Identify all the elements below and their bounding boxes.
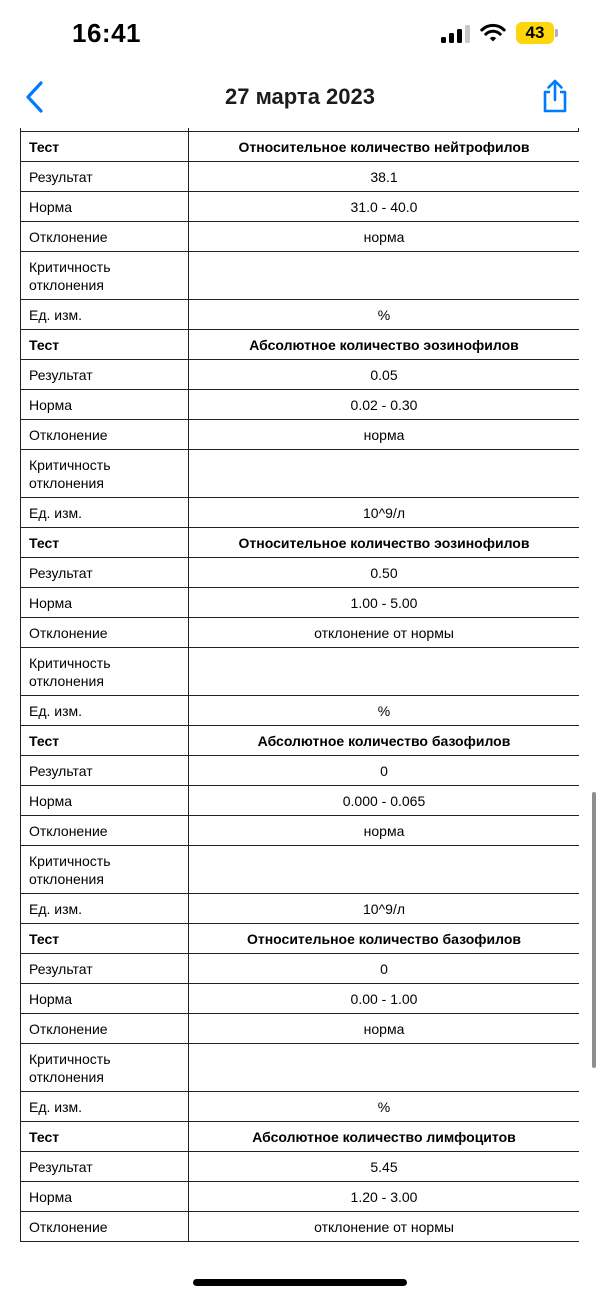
- result-value: 38.1: [189, 162, 580, 192]
- deviation-row: [21, 618, 580, 648]
- result-value: 5.45: [189, 1152, 580, 1182]
- test-name-value: Абсолютное количество лимфоцитов: [189, 1122, 580, 1152]
- test-name-row: [21, 1122, 580, 1152]
- result-label: Результат: [21, 1152, 189, 1182]
- criticality-row: [21, 846, 580, 894]
- result-value: 0.05: [189, 360, 580, 390]
- norm-value: 0.000 - 0.065: [189, 786, 580, 816]
- test-name-value: Абсолютное количество базофилов: [189, 726, 580, 756]
- norm-row: [21, 588, 580, 618]
- results-table: [20, 131, 579, 1242]
- deviation-value: норма: [189, 1014, 580, 1044]
- result-label: Результат: [21, 756, 189, 786]
- deviation-label: Отклонение: [21, 222, 189, 252]
- test-name-row: [21, 528, 580, 558]
- share-icon[interactable]: [540, 78, 570, 114]
- norm-row: [21, 390, 580, 420]
- result-value: 0: [189, 954, 580, 984]
- deviation-row: [21, 816, 580, 846]
- deviation-row: [21, 420, 580, 450]
- deviation-value: отклонение от нормы: [189, 1212, 580, 1242]
- result-row: [21, 954, 580, 984]
- test-name-label: Тест: [21, 924, 189, 954]
- test-name-label: Тест: [21, 726, 189, 756]
- norm-row: [21, 786, 580, 816]
- criticality-value: [189, 252, 580, 300]
- unit-value: 10^9/л: [189, 498, 580, 528]
- criticality-value: [189, 450, 580, 498]
- unit-label: Ед. изм.: [21, 894, 189, 924]
- norm-value: 31.0 - 40.0: [189, 192, 580, 222]
- deviation-value: отклонение от нормы: [189, 618, 580, 648]
- test-name-row: [21, 924, 580, 954]
- unit-row: [21, 696, 580, 726]
- test-name-row: [21, 132, 580, 162]
- status-time: 16:41: [72, 18, 141, 48]
- home-indicator[interactable]: [193, 1279, 407, 1286]
- unit-row: [21, 1092, 580, 1122]
- deviation-value: норма: [189, 222, 580, 252]
- norm-label: Норма: [21, 984, 189, 1014]
- test-name-value: Относительное количество базофилов: [189, 924, 580, 954]
- criticality-value: [189, 648, 580, 696]
- norm-value: 1.20 - 3.00: [189, 1182, 580, 1212]
- result-value: 0.50: [189, 558, 580, 588]
- unit-label: Ед. изм.: [21, 1092, 189, 1122]
- criticality-row: [21, 450, 580, 498]
- battery-icon: [516, 22, 554, 44]
- cellular-signal-icon: [441, 23, 470, 43]
- norm-value: 0.00 - 1.00: [189, 984, 580, 1014]
- norm-label: Норма: [21, 192, 189, 222]
- unit-row: [21, 498, 580, 528]
- result-label: Результат: [21, 162, 189, 192]
- criticality-label: Критичность отклонения: [21, 846, 189, 894]
- criticality-row: [21, 648, 580, 696]
- criticality-value: [189, 1044, 580, 1092]
- unit-value: %: [189, 1092, 580, 1122]
- result-row: [21, 360, 580, 390]
- unit-value: %: [189, 696, 580, 726]
- deviation-row: [21, 222, 580, 252]
- criticality-label: Критичность отклонения: [21, 252, 189, 300]
- test-name-value: Относительное количество эозинофилов: [189, 528, 580, 558]
- deviation-label: Отклонение: [21, 420, 189, 450]
- criticality-label: Критичность отклонения: [21, 1044, 189, 1092]
- norm-row: [21, 984, 580, 1014]
- unit-row: [21, 300, 580, 330]
- deviation-row: [21, 1014, 580, 1044]
- norm-label: Норма: [21, 588, 189, 618]
- deviation-label: Отклонение: [21, 618, 189, 648]
- test-name-value: Абсолютное количество эозинофилов: [189, 330, 580, 360]
- deviation-label: Отклонение: [21, 1212, 189, 1242]
- unit-row: [21, 894, 580, 924]
- test-name-label: Тест: [21, 528, 189, 558]
- deviation-value: норма: [189, 816, 580, 846]
- criticality-row: [21, 252, 580, 300]
- test-name-value: Относительное количество нейтрофилов: [189, 132, 580, 162]
- unit-label: Ед. изм.: [21, 696, 189, 726]
- test-name-label: Тест: [21, 1122, 189, 1152]
- norm-label: Норма: [21, 786, 189, 816]
- norm-value: 0.02 - 0.30: [189, 390, 580, 420]
- test-name-row: [21, 330, 580, 360]
- wifi-icon: [480, 23, 506, 43]
- criticality-label: Критичность отклонения: [21, 450, 189, 498]
- deviation-label: Отклонение: [21, 1014, 189, 1044]
- result-row: [21, 756, 580, 786]
- test-name-row: [21, 726, 580, 756]
- result-label: Результат: [21, 558, 189, 588]
- criticality-row: [21, 1044, 580, 1092]
- unit-value: %: [189, 300, 580, 330]
- page-title: 27 марта 2023: [224, 84, 375, 109]
- result-label: Результат: [21, 360, 189, 390]
- unit-label: Ед. изм.: [21, 300, 189, 330]
- results-scroll-area[interactable]: [20, 128, 579, 1250]
- deviation-value: норма: [189, 420, 580, 450]
- status-indicators: [441, 22, 554, 44]
- criticality-value: [189, 846, 580, 894]
- result-row: [21, 162, 580, 192]
- norm-row: [21, 192, 580, 222]
- unit-label: Ед. изм.: [21, 498, 189, 528]
- battery-level: 43: [525, 23, 545, 42]
- norm-row: [21, 1182, 580, 1212]
- test-name-label: Тест: [21, 132, 189, 162]
- result-value: 0: [189, 756, 580, 786]
- norm-label: Норма: [21, 390, 189, 420]
- test-name-label: Тест: [21, 330, 189, 360]
- norm-value: 1.00 - 5.00: [189, 588, 580, 618]
- result-row: [21, 558, 580, 588]
- result-row: [21, 1152, 580, 1182]
- scroll-indicator[interactable]: [592, 792, 596, 1068]
- criticality-label: Критичность отклонения: [21, 648, 189, 696]
- deviation-label: Отклонение: [21, 816, 189, 846]
- deviation-row: [21, 1212, 580, 1242]
- result-label: Результат: [21, 954, 189, 984]
- unit-value: 10^9/л: [189, 894, 580, 924]
- norm-label: Норма: [21, 1182, 189, 1212]
